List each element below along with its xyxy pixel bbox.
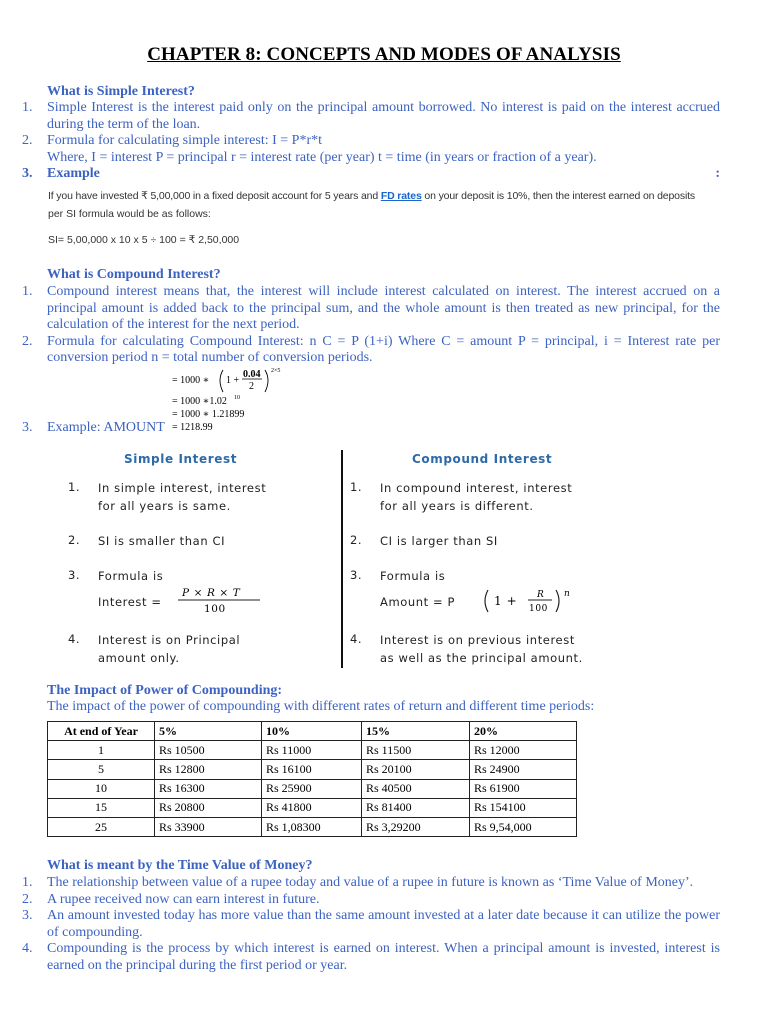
ci-point-line: for all years is different.	[380, 499, 534, 513]
right-paren	[556, 590, 559, 612]
si-ci-comparison	[48, 446, 652, 670]
table-header-row	[48, 722, 577, 741]
time-value-list	[0, 875, 768, 974]
list-text: Example	[47, 166, 100, 181]
si-point-number: 3.	[68, 568, 81, 582]
ci-point-line: In compound interest, interest	[380, 481, 573, 495]
list-text: A rupee received now can earn interest in future.	[47, 891, 320, 907]
table-cell: Rs 41800	[262, 798, 362, 817]
si-point	[98, 479, 266, 515]
compound-interest-list	[0, 284, 768, 367]
compounding-table	[47, 721, 577, 837]
table-row	[48, 741, 577, 760]
table-row	[48, 798, 577, 817]
table-cell: Rs 12800	[155, 760, 262, 779]
table-cell: Rs 61900	[470, 779, 577, 798]
list-number: 1.	[22, 875, 33, 890]
si-point-number: 4.	[68, 632, 81, 646]
si-point-number: 2.	[68, 533, 81, 547]
left-paren	[220, 370, 223, 392]
ci-formula-den: 100	[529, 604, 548, 614]
compound-formula-image	[170, 366, 290, 436]
ci-point	[380, 631, 583, 667]
formula-line4: = 1218.99	[172, 422, 213, 433]
table-cell: Rs 1,08300	[262, 817, 362, 836]
ci-point: Formula is	[380, 569, 446, 583]
list-item	[0, 908, 768, 941]
ci-point	[380, 479, 572, 515]
si-formula-num: P × R × T	[182, 587, 241, 599]
column-divider	[341, 450, 343, 668]
list-text-continued: Where, I = interest P = principal r = interest rate (per year) t = time (in years or fraction of a year).	[47, 149, 597, 165]
list-item	[0, 875, 768, 892]
ci-formula-exp: n	[564, 589, 571, 599]
table-cell: Rs 11000	[262, 741, 362, 760]
compounding-heading: The Impact of Power of Compounding:	[47, 683, 283, 698]
list-text: Compounding is the process by which interest is earned on interest. When a principal amount is invested, interest is earned on the principal during the first period or year.	[47, 941, 720, 973]
list-item	[0, 166, 768, 183]
table-cell: Rs 24900	[470, 760, 577, 779]
compounding-intro: The impact of the power of compounding with different rates of return and different time periods:	[47, 699, 595, 714]
list-number: 3.	[22, 420, 33, 435]
list-item	[0, 334, 768, 367]
list-text: Simple Interest is the interest paid only on the principal amount borrowed. No interest is paid on the interest accrued during the term of the loan.	[47, 100, 720, 132]
si-example-text: on your deposit is 10%, then the interest earned on deposits	[421, 190, 696, 202]
formula-frac-num: 0.04	[243, 369, 261, 380]
table-cell-year: 10	[48, 779, 155, 798]
table-cell: Rs 154100	[470, 798, 577, 817]
page-title: CHAPTER 8: CONCEPTS AND MODES OF ANALYSIS	[147, 44, 621, 65]
ci-point-number: 2.	[350, 533, 363, 547]
si-formula-fraction	[174, 584, 264, 616]
ci-formula-expression	[480, 584, 590, 618]
table-cell: Rs 40500	[362, 779, 470, 798]
table-row	[48, 779, 577, 798]
table-header-year: At end of Year	[48, 722, 155, 741]
table-cell-year: 15	[48, 798, 155, 817]
list-number: 2.	[22, 891, 33, 907]
list-number: 3.	[22, 908, 33, 923]
si-point-line: amount only.	[98, 651, 180, 665]
ci-point: CI is larger than SI	[380, 534, 498, 548]
formula-line1-prefix: = 1000 ∗	[172, 375, 210, 386]
ci-formula-label: Amount = P	[380, 595, 456, 609]
table-cell: Rs 12000	[470, 741, 577, 760]
si-point-line: In simple interest, interest	[98, 481, 267, 495]
list-text: Example: AMOUNT	[47, 420, 165, 435]
list-text: Formula for calculating simple interest: I = P*r*t	[47, 133, 323, 148]
list-number: 2.	[22, 133, 33, 148]
table-cell-year: 1	[48, 741, 155, 760]
table-row	[48, 817, 577, 836]
table-header-15pct: 15%	[362, 722, 470, 741]
ci-formula-one-plus: 1 +	[494, 594, 518, 608]
table-header-5pct: 5%	[155, 722, 262, 741]
list-text: The relationship between value of a rupee today and value of a rupee in future is known as ‘Time Value of Money’.	[47, 875, 694, 890]
table-row	[48, 760, 577, 779]
simple-interest-heading: What is Simple Interest?	[47, 84, 195, 99]
formula-line2: = 1000 ∗1.02	[172, 396, 227, 407]
list-item	[0, 284, 768, 334]
list-text: An amount invested today has more value than the same amount invested at a later date because it can utilize the power of compounding.	[47, 908, 720, 940]
si-example-calc: SI= 5,00,000 x 10 x 5 ÷ 100 = ₹ 2,50,000	[48, 234, 240, 246]
table-cell: Rs 9,54,000	[470, 817, 577, 836]
right-paren	[265, 370, 268, 392]
formula-line3: = 1000 ∗ 1.21899	[172, 409, 245, 420]
table-header-10pct: 10%	[262, 722, 362, 741]
list-number: 1.	[22, 284, 33, 299]
list-number: 1.	[22, 100, 33, 115]
si-point	[98, 631, 240, 667]
table-cell: Rs 81400	[362, 798, 470, 817]
trailing-colon: :	[715, 166, 720, 181]
list-text: Compound interest means that, the interest will include interest calculated on interest. The interest accrued on a principal amount is added back to the principal sum, and the whole amount is then treated as new principal, for the calculation of the interest for the next period.	[47, 284, 720, 332]
simple-interest-list	[0, 100, 768, 183]
si-example-text: If you have invested ₹ 5,00,000 in a fixed deposit account for 5 years and	[48, 190, 381, 202]
formula-frac-den: 2	[249, 381, 254, 392]
si-formula-den: 100	[204, 603, 226, 615]
ci-formula-num: R	[537, 590, 545, 600]
table-cell: Rs 25900	[262, 779, 362, 798]
si-point: SI is smaller than CI	[98, 534, 226, 548]
si-example-line	[48, 190, 695, 202]
table-cell: Rs 16100	[262, 760, 362, 779]
si-column-heading: Simple Interest	[124, 452, 238, 466]
table-header-20pct: 20%	[470, 722, 577, 741]
formula-one-plus: 1 +	[226, 375, 240, 386]
list-item	[0, 941, 768, 974]
list-number: 2.	[22, 333, 33, 349]
list-number: 4.	[22, 941, 33, 956]
compound-interest-list-3	[0, 420, 768, 437]
si-point-line: Interest is on Principal	[98, 633, 241, 647]
si-point-number: 1.	[68, 480, 81, 494]
table-cell: Rs 20800	[155, 798, 262, 817]
left-paren	[485, 590, 488, 612]
table-cell-year: 5	[48, 760, 155, 779]
ci-point-number: 1.	[350, 480, 363, 494]
list-text: Formula for calculating Compound Interest: n C = P (1+i) Where C = amount P = principal, i = Interest rate per conversion period n = total number of conversion periods.	[47, 333, 720, 365]
ci-column-heading: Compound Interest	[412, 452, 553, 466]
si-formula-label: Interest =	[98, 595, 162, 609]
table-cell: Rs 3,29200	[362, 817, 470, 836]
table-cell-year: 25	[48, 817, 155, 836]
si-point-line: for all years is same.	[98, 499, 231, 513]
ci-point-line: as well as the principal amount.	[380, 651, 583, 665]
si-point: Formula is	[98, 569, 164, 583]
ci-point-number: 3.	[350, 568, 363, 582]
list-number: 3.	[22, 166, 33, 181]
list-item	[0, 133, 768, 166]
list-item	[0, 892, 768, 909]
table-cell: Rs 10500	[155, 741, 262, 760]
table-cell: Rs 33900	[155, 817, 262, 836]
table-cell: Rs 20100	[362, 760, 470, 779]
table-cell: Rs 16300	[155, 779, 262, 798]
formula-exponent: 2×5	[271, 368, 281, 374]
fd-rates-link[interactable]: FD rates	[380, 190, 422, 202]
ci-point-line: Interest is on previous interest	[380, 633, 575, 647]
list-item	[0, 100, 768, 133]
time-value-heading: What is meant by the Time Value of Money?	[47, 858, 313, 873]
si-example-line2: per SI formula would be as follows:	[48, 208, 211, 220]
table-cell: Rs 11500	[362, 741, 470, 760]
compound-interest-heading: What is Compound Interest?	[47, 267, 221, 282]
list-item	[0, 420, 768, 437]
ci-point-number: 4.	[350, 632, 363, 646]
formula-line2-exp: 10	[234, 395, 240, 401]
